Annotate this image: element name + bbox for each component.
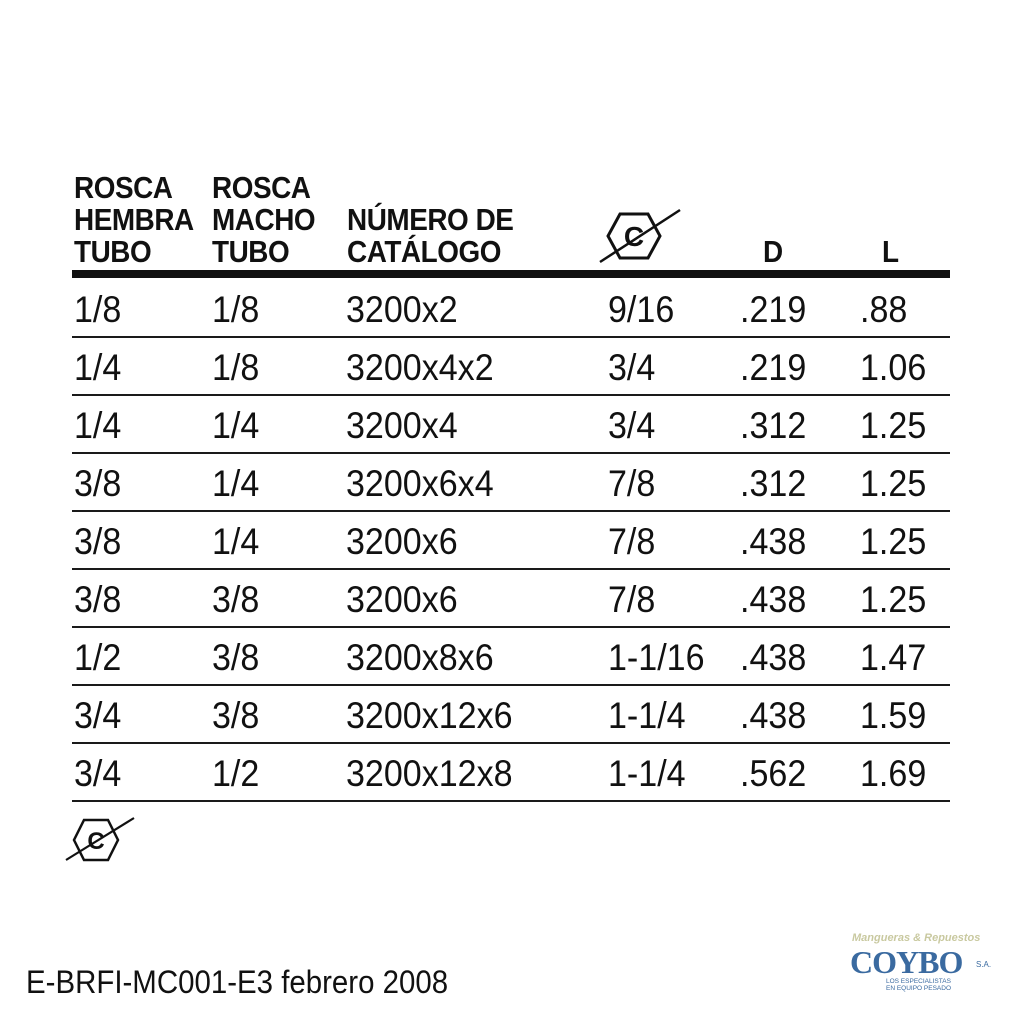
cell-l: 1.47: [860, 637, 927, 678]
hex-letter: C: [623, 221, 645, 252]
cell-hex: 7/8: [608, 579, 656, 620]
cell-rosca-hembra: 3/4: [74, 753, 122, 794]
cell-rosca-hembra: 3/4: [74, 695, 122, 736]
cell-rosca-macho: 1/4: [212, 405, 260, 446]
header-line: ROSCA: [212, 170, 311, 205]
header-rosca-macho-tubo: [212, 172, 315, 268]
cell-rosca-macho: 3/8: [212, 695, 260, 736]
cell-hex: 1-1/4: [608, 753, 686, 794]
cell-rosca-hembra: 3/8: [74, 579, 122, 620]
cell-rosca-hembra: 3/8: [74, 521, 122, 562]
cell-rosca-macho: 1/8: [212, 289, 260, 330]
cell-d: .438: [740, 579, 807, 620]
legend-hex-c-icon: [64, 814, 136, 864]
cell-catalogo: 3200x6: [346, 521, 458, 562]
cell-hex: 7/8: [608, 463, 656, 504]
cell-hex: 7/8: [608, 521, 656, 562]
cell-d: .219: [740, 289, 807, 330]
document-code: E-BRFI-MC001-E3 febrero 2008: [26, 964, 449, 1000]
cell-rosca-macho: 1/4: [212, 463, 260, 504]
header-line: CATÁLOGO: [347, 234, 501, 269]
cell-l: .88: [860, 289, 908, 330]
logo-sub-line: LOS ESPECIALISTAS: [886, 978, 951, 985]
cell-rosca-hembra: 1/4: [74, 405, 122, 446]
logo-sub-line: EN EQUIPO PESADO: [886, 985, 952, 992]
cell-l: 1.25: [860, 521, 927, 562]
cell-l: 1.25: [860, 579, 927, 620]
hex-c-icon: [598, 206, 682, 266]
cell-catalogo: 3200x6: [346, 579, 458, 620]
cell-rosca-macho: 1/2: [212, 753, 260, 794]
table-row: [72, 686, 950, 744]
cell-hex: 3/4: [608, 347, 656, 388]
header-line: ROSCA: [74, 170, 173, 205]
cell-rosca-macho: 3/8: [212, 579, 260, 620]
header-numero-de-catalogo: [347, 204, 513, 268]
cell-hex: 1-1/4: [608, 695, 686, 736]
cell-rosca-hembra: 1/2: [74, 637, 122, 678]
header-rule: [72, 270, 950, 278]
cell-l: 1.69: [860, 753, 927, 794]
header-line: HEMBRA: [74, 202, 194, 237]
table-row: [72, 512, 950, 570]
cell-d: .438: [740, 695, 807, 736]
cell-hex: 3/4: [608, 405, 656, 446]
cell-d: .562: [740, 753, 807, 794]
cell-d: .438: [740, 637, 807, 678]
header-line: TUBO: [74, 234, 152, 269]
logo-subtitle: [886, 978, 951, 992]
header-line: NÚMERO DE: [347, 202, 514, 237]
cell-d: .438: [740, 521, 807, 562]
cell-d: .312: [740, 405, 807, 446]
table-row: [72, 454, 950, 512]
cell-catalogo: 3200x4: [346, 405, 458, 446]
table-row: [72, 338, 950, 396]
cell-d: .219: [740, 347, 807, 388]
cell-rosca-macho: 3/8: [212, 637, 260, 678]
legend-hex-letter: C: [87, 828, 105, 855]
header-l: L: [882, 234, 899, 269]
table-row: [72, 570, 950, 628]
cell-rosca-hembra: 1/8: [74, 289, 122, 330]
cell-catalogo: 3200x12x6: [346, 695, 513, 736]
header-d: D: [763, 234, 783, 269]
cell-catalogo: 3200x2: [346, 289, 458, 330]
cell-rosca-macho: 1/8: [212, 347, 260, 388]
cell-l: 1.25: [860, 463, 927, 504]
header-line: MACHO: [212, 202, 316, 237]
cell-catalogo: 3200x6x4: [346, 463, 494, 504]
cell-catalogo: 3200x8x6: [346, 637, 494, 678]
cell-rosca-hembra: 3/8: [74, 463, 122, 504]
cell-catalogo: 3200x4x2: [346, 347, 494, 388]
cell-hex: 1-1/16: [608, 637, 705, 678]
cell-catalogo: 3200x12x8: [346, 753, 513, 794]
cell-rosca-macho: 1/4: [212, 521, 260, 562]
cell-l: 1.59: [860, 695, 927, 736]
table-row: [72, 280, 950, 338]
header-line: TUBO: [212, 234, 290, 269]
header-rosca-hembra-tubo: [74, 172, 194, 268]
cell-d: .312: [740, 463, 807, 504]
row-divider: [72, 800, 950, 802]
logo-tagline: Mangueras & Repuestos: [852, 932, 981, 944]
logo-suffix: S.A.: [976, 960, 992, 969]
cell-l: 1.06: [860, 347, 927, 388]
table-row: [72, 396, 950, 454]
cell-hex: 9/16: [608, 289, 675, 330]
company-logo: [846, 930, 996, 996]
table-row: [72, 628, 950, 686]
cell-l: 1.25: [860, 405, 927, 446]
table-row: [72, 744, 950, 802]
logo-brand: COYBO: [850, 944, 963, 980]
cell-rosca-hembra: 1/4: [74, 347, 122, 388]
